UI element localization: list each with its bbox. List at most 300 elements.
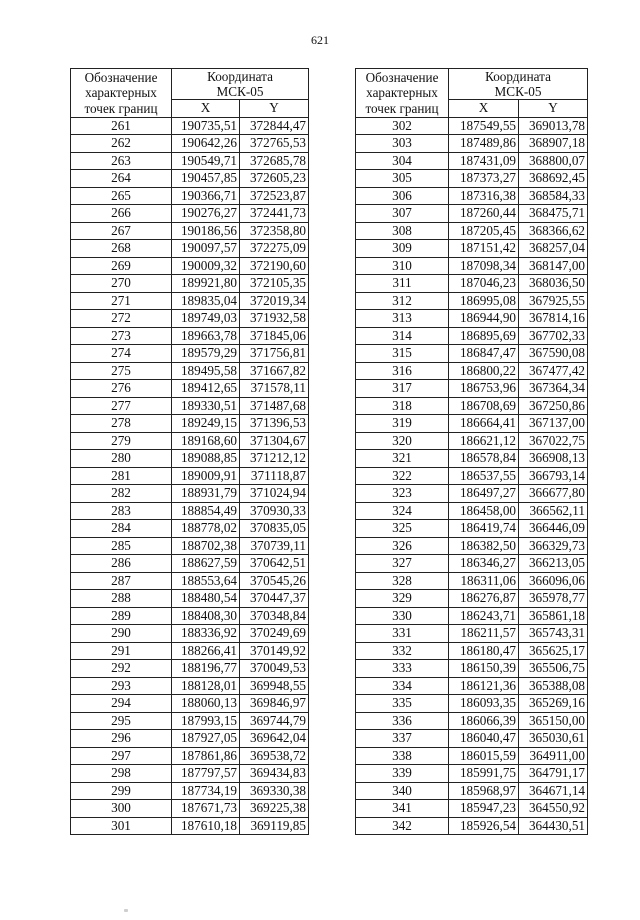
table-row <box>356 292 588 310</box>
header-point-label <box>356 69 449 118</box>
x-coordinate-cell: 189921,80 <box>172 275 240 293</box>
x-coordinate-cell: 187734,19 <box>172 782 240 800</box>
point-number-cell: 285 <box>71 537 172 555</box>
point-number-cell: 261 <box>71 117 172 135</box>
point-number-cell: 286 <box>71 555 172 573</box>
x-coordinate-cell: 190366,71 <box>172 187 240 205</box>
y-coordinate-cell: 365388,08 <box>519 677 588 695</box>
table-row <box>71 187 309 205</box>
point-number-cell: 293 <box>71 677 172 695</box>
point-number-cell: 322 <box>356 467 449 485</box>
point-number-cell: 311 <box>356 275 449 293</box>
point-number-cell: 303 <box>356 135 449 153</box>
coordinates-table-left <box>70 68 309 835</box>
y-coordinate-cell: 368257,04 <box>519 240 588 258</box>
header-y: Y <box>240 100 309 118</box>
point-number-cell: 262 <box>71 135 172 153</box>
table-row <box>71 310 309 328</box>
point-number-cell: 324 <box>356 502 449 520</box>
point-number-cell: 268 <box>71 240 172 258</box>
x-coordinate-cell: 189168,60 <box>172 432 240 450</box>
y-coordinate-cell: 365625,17 <box>519 642 588 660</box>
y-coordinate-cell: 366562,11 <box>519 502 588 520</box>
x-coordinate-cell: 187671,73 <box>172 800 240 818</box>
y-coordinate-cell: 371578,11 <box>240 380 309 398</box>
x-coordinate-cell: 189663,78 <box>172 327 240 345</box>
y-coordinate-cell: 368584,33 <box>519 187 588 205</box>
y-coordinate-cell: 364671,14 <box>519 782 588 800</box>
point-number-cell: 271 <box>71 292 172 310</box>
table-row <box>71 572 309 590</box>
point-number-cell: 284 <box>71 520 172 538</box>
x-coordinate-cell: 186895,69 <box>449 327 519 345</box>
x-coordinate-cell: 190642,26 <box>172 135 240 153</box>
x-coordinate-cell: 187861,86 <box>172 747 240 765</box>
table-row <box>71 555 309 573</box>
table-row <box>356 432 588 450</box>
y-coordinate-cell: 367477,42 <box>519 362 588 380</box>
point-number-cell: 333 <box>356 660 449 678</box>
point-number-cell: 309 <box>356 240 449 258</box>
point-number-cell: 288 <box>71 590 172 608</box>
y-coordinate-cell: 366793,14 <box>519 467 588 485</box>
point-number-cell: 319 <box>356 415 449 433</box>
point-number-cell: 274 <box>71 345 172 363</box>
table-row <box>71 117 309 135</box>
x-coordinate-cell: 186346,27 <box>449 555 519 573</box>
table-row <box>356 642 588 660</box>
point-number-cell: 291 <box>71 642 172 660</box>
y-coordinate-cell: 366446,09 <box>519 520 588 538</box>
table-row <box>71 642 309 660</box>
y-coordinate-cell: 372019,34 <box>240 292 309 310</box>
x-coordinate-cell: 189749,03 <box>172 310 240 328</box>
table-row <box>356 345 588 363</box>
table-row <box>356 362 588 380</box>
y-coordinate-cell: 369846,97 <box>240 695 309 713</box>
x-coordinate-cell: 187098,34 <box>449 257 519 275</box>
point-number-cell: 292 <box>71 660 172 678</box>
y-coordinate-cell: 368692,45 <box>519 170 588 188</box>
x-coordinate-cell: 186497,27 <box>449 485 519 503</box>
table-row <box>356 327 588 345</box>
y-coordinate-cell: 365861,18 <box>519 607 588 625</box>
point-number-cell: 300 <box>71 800 172 818</box>
header-point-line: точек границ <box>365 100 439 116</box>
y-coordinate-cell: 364911,00 <box>519 747 588 765</box>
x-coordinate-cell: 186537,55 <box>449 467 519 485</box>
point-number-cell: 318 <box>356 397 449 415</box>
x-coordinate-cell: 187046,23 <box>449 275 519 293</box>
table-row <box>71 467 309 485</box>
y-coordinate-cell: 372523,87 <box>240 187 309 205</box>
y-coordinate-cell: 367250,86 <box>519 397 588 415</box>
y-coordinate-cell: 371024,94 <box>240 485 309 503</box>
header-y: Y <box>519 100 588 118</box>
point-number-cell: 278 <box>71 415 172 433</box>
table-row <box>356 712 588 730</box>
point-number-cell: 330 <box>356 607 449 625</box>
x-coordinate-cell: 190276,27 <box>172 205 240 223</box>
point-number-cell: 279 <box>71 432 172 450</box>
table-row <box>356 240 588 258</box>
y-coordinate-cell: 369330,38 <box>240 782 309 800</box>
point-number-cell: 302 <box>356 117 449 135</box>
table-row <box>71 817 309 835</box>
x-coordinate-cell: 190097,57 <box>172 240 240 258</box>
point-number-cell: 314 <box>356 327 449 345</box>
y-coordinate-cell: 372765,53 <box>240 135 309 153</box>
point-number-cell: 289 <box>71 607 172 625</box>
x-coordinate-cell: 189330,51 <box>172 397 240 415</box>
y-coordinate-cell: 369225,38 <box>240 800 309 818</box>
y-coordinate-cell: 370447,37 <box>240 590 309 608</box>
y-coordinate-cell: 369119,85 <box>240 817 309 835</box>
point-number-cell: 342 <box>356 817 449 835</box>
table-row <box>71 275 309 293</box>
x-coordinate-cell: 186093,35 <box>449 695 519 713</box>
x-coordinate-cell: 186276,87 <box>449 590 519 608</box>
x-coordinate-cell: 188408,30 <box>172 607 240 625</box>
point-number-cell: 275 <box>71 362 172 380</box>
x-coordinate-cell: 188627,59 <box>172 555 240 573</box>
point-number-cell: 304 <box>356 152 449 170</box>
y-coordinate-cell: 367022,75 <box>519 432 588 450</box>
x-coordinate-cell: 185991,75 <box>449 765 519 783</box>
x-coordinate-cell: 188553,64 <box>172 572 240 590</box>
point-number-cell: 325 <box>356 520 449 538</box>
table-row <box>71 782 309 800</box>
x-coordinate-cell: 187316,38 <box>449 187 519 205</box>
point-number-cell: 317 <box>356 380 449 398</box>
x-coordinate-cell: 186944,90 <box>449 310 519 328</box>
y-coordinate-cell: 372685,78 <box>240 152 309 170</box>
x-coordinate-cell: 188196,77 <box>172 660 240 678</box>
point-number-cell: 313 <box>356 310 449 328</box>
point-number-cell: 321 <box>356 450 449 468</box>
point-number-cell: 341 <box>356 800 449 818</box>
point-number-cell: 312 <box>356 292 449 310</box>
x-coordinate-cell: 187151,42 <box>449 240 519 258</box>
y-coordinate-cell: 364550,92 <box>519 800 588 818</box>
table-row <box>356 275 588 293</box>
header-coord-label <box>449 69 588 100</box>
x-coordinate-cell: 186753,96 <box>449 380 519 398</box>
y-coordinate-cell: 369744,79 <box>240 712 309 730</box>
y-coordinate-cell: 368036,50 <box>519 275 588 293</box>
point-number-cell: 338 <box>356 747 449 765</box>
point-number-cell: 287 <box>71 572 172 590</box>
table-row <box>71 712 309 730</box>
x-coordinate-cell: 187610,18 <box>172 817 240 835</box>
y-coordinate-cell: 371667,82 <box>240 362 309 380</box>
point-number-cell: 306 <box>356 187 449 205</box>
y-coordinate-cell: 368800,07 <box>519 152 588 170</box>
header-point-line: Обозначение <box>365 69 439 85</box>
x-coordinate-cell: 189009,91 <box>172 467 240 485</box>
table-row <box>71 152 309 170</box>
table-row <box>71 345 309 363</box>
x-coordinate-cell: 190009,32 <box>172 257 240 275</box>
table-row <box>71 222 309 240</box>
point-number-cell: 339 <box>356 765 449 783</box>
y-coordinate-cell: 372105,35 <box>240 275 309 293</box>
point-number-cell: 305 <box>356 170 449 188</box>
table-row <box>356 222 588 240</box>
y-coordinate-cell: 366677,80 <box>519 485 588 503</box>
table-row <box>71 677 309 695</box>
point-number-cell: 280 <box>71 450 172 468</box>
table-body-left <box>71 117 309 835</box>
y-coordinate-cell: 369948,55 <box>240 677 309 695</box>
table-row <box>71 327 309 345</box>
y-coordinate-cell: 369013,78 <box>519 117 588 135</box>
x-coordinate-cell: 189835,04 <box>172 292 240 310</box>
table-row <box>71 747 309 765</box>
x-coordinate-cell: 186180,47 <box>449 642 519 660</box>
table-row <box>71 590 309 608</box>
y-coordinate-cell: 370348,84 <box>240 607 309 625</box>
x-coordinate-cell: 188702,38 <box>172 537 240 555</box>
y-coordinate-cell: 368475,71 <box>519 205 588 223</box>
header-point-label <box>71 69 172 118</box>
table-row <box>356 730 588 748</box>
table-row <box>356 187 588 205</box>
y-coordinate-cell: 371304,67 <box>240 432 309 450</box>
table-row <box>356 555 588 573</box>
table-row <box>356 485 588 503</box>
header-coord-line: МСК-05 <box>216 84 264 99</box>
point-number-cell: 308 <box>356 222 449 240</box>
x-coordinate-cell: 186578,84 <box>449 450 519 468</box>
y-coordinate-cell: 364791,17 <box>519 765 588 783</box>
x-coordinate-cell: 186621,12 <box>449 432 519 450</box>
table-row <box>71 765 309 783</box>
table-row <box>71 730 309 748</box>
table-row <box>356 695 588 713</box>
point-number-cell: 294 <box>71 695 172 713</box>
table-row <box>71 397 309 415</box>
y-coordinate-cell: 372844,47 <box>240 117 309 135</box>
x-coordinate-cell: 189088,85 <box>172 450 240 468</box>
y-coordinate-cell: 364430,51 <box>519 817 588 835</box>
table-row <box>356 397 588 415</box>
y-coordinate-cell: 365030,61 <box>519 730 588 748</box>
point-number-cell: 310 <box>356 257 449 275</box>
y-coordinate-cell: 371118,87 <box>240 467 309 485</box>
header-point-line: характерных <box>85 85 157 100</box>
y-coordinate-cell: 370249,69 <box>240 625 309 643</box>
table-row <box>356 625 588 643</box>
table-row <box>356 747 588 765</box>
table-row <box>71 380 309 398</box>
x-coordinate-cell: 186311,06 <box>449 572 519 590</box>
header-coord-line: Координата <box>207 69 273 84</box>
y-coordinate-cell: 365150,00 <box>519 712 588 730</box>
table-row <box>356 415 588 433</box>
y-coordinate-cell: 370739,11 <box>240 537 309 555</box>
table-row <box>71 135 309 153</box>
point-number-cell: 267 <box>71 222 172 240</box>
x-coordinate-cell: 188060,13 <box>172 695 240 713</box>
x-coordinate-cell: 186382,50 <box>449 537 519 555</box>
point-number-cell: 283 <box>71 502 172 520</box>
table-row <box>71 607 309 625</box>
table-row <box>356 520 588 538</box>
point-number-cell: 266 <box>71 205 172 223</box>
x-coordinate-cell: 190735,51 <box>172 117 240 135</box>
header-point-line: характерных <box>366 85 438 100</box>
y-coordinate-cell: 366908,13 <box>519 450 588 468</box>
y-coordinate-cell: 367590,08 <box>519 345 588 363</box>
point-number-cell: 265 <box>71 187 172 205</box>
x-coordinate-cell: 188480,54 <box>172 590 240 608</box>
page-number: 621 <box>311 33 329 47</box>
table-row <box>71 695 309 713</box>
y-coordinate-cell: 372605,23 <box>240 170 309 188</box>
table-row <box>71 800 309 818</box>
point-number-cell: 263 <box>71 152 172 170</box>
point-number-cell: 316 <box>356 362 449 380</box>
x-coordinate-cell: 188778,02 <box>172 520 240 538</box>
table-row <box>71 502 309 520</box>
x-coordinate-cell: 187549,55 <box>449 117 519 135</box>
point-number-cell: 281 <box>71 467 172 485</box>
point-number-cell: 301 <box>71 817 172 835</box>
y-coordinate-cell: 371756,81 <box>240 345 309 363</box>
x-coordinate-cell: 187205,45 <box>449 222 519 240</box>
x-coordinate-cell: 186800,22 <box>449 362 519 380</box>
point-number-cell: 277 <box>71 397 172 415</box>
point-number-cell: 298 <box>71 765 172 783</box>
point-number-cell: 340 <box>356 782 449 800</box>
y-coordinate-cell: 367364,34 <box>519 380 588 398</box>
table-row <box>356 450 588 468</box>
header-point-line: точек границ <box>84 100 158 116</box>
y-coordinate-cell: 366329,73 <box>519 537 588 555</box>
y-coordinate-cell: 365743,31 <box>519 625 588 643</box>
x-coordinate-cell: 187260,44 <box>449 205 519 223</box>
y-coordinate-cell: 372190,60 <box>240 257 309 275</box>
x-coordinate-cell: 186243,71 <box>449 607 519 625</box>
y-coordinate-cell: 371932,58 <box>240 310 309 328</box>
x-coordinate-cell: 188336,92 <box>172 625 240 643</box>
y-coordinate-cell: 370642,51 <box>240 555 309 573</box>
point-number-cell: 328 <box>356 572 449 590</box>
table-row <box>356 572 588 590</box>
x-coordinate-cell: 186015,59 <box>449 747 519 765</box>
x-coordinate-cell: 186419,74 <box>449 520 519 538</box>
y-coordinate-cell: 366096,06 <box>519 572 588 590</box>
table-row <box>71 660 309 678</box>
y-coordinate-cell: 370930,33 <box>240 502 309 520</box>
header-coord-label <box>172 69 309 100</box>
coordinates-table-right <box>355 68 588 835</box>
x-coordinate-cell: 189249,15 <box>172 415 240 433</box>
x-coordinate-cell: 190549,71 <box>172 152 240 170</box>
table-row <box>356 205 588 223</box>
table-row <box>71 450 309 468</box>
table-row <box>356 502 588 520</box>
point-number-cell: 320 <box>356 432 449 450</box>
point-number-cell: 336 <box>356 712 449 730</box>
table-row <box>356 800 588 818</box>
y-coordinate-cell: 371396,53 <box>240 415 309 433</box>
table-row <box>356 765 588 783</box>
x-coordinate-cell: 187927,05 <box>172 730 240 748</box>
y-coordinate-cell: 368147,00 <box>519 257 588 275</box>
x-coordinate-cell: 186995,08 <box>449 292 519 310</box>
x-coordinate-cell: 187489,86 <box>449 135 519 153</box>
x-coordinate-cell: 186708,69 <box>449 397 519 415</box>
y-coordinate-cell: 367814,16 <box>519 310 588 328</box>
table-row <box>71 170 309 188</box>
x-coordinate-cell: 190186,56 <box>172 222 240 240</box>
table-row <box>356 782 588 800</box>
point-number-cell: 331 <box>356 625 449 643</box>
y-coordinate-cell: 369538,72 <box>240 747 309 765</box>
x-coordinate-cell: 186847,47 <box>449 345 519 363</box>
x-coordinate-cell: 186040,47 <box>449 730 519 748</box>
table-row <box>356 677 588 695</box>
y-coordinate-cell: 370149,92 <box>240 642 309 660</box>
table-row <box>356 257 588 275</box>
y-coordinate-cell: 366213,05 <box>519 555 588 573</box>
x-coordinate-cell: 185926,54 <box>449 817 519 835</box>
point-number-cell: 327 <box>356 555 449 573</box>
y-coordinate-cell: 372441,73 <box>240 205 309 223</box>
x-coordinate-cell: 185968,97 <box>449 782 519 800</box>
y-coordinate-cell: 368366,62 <box>519 222 588 240</box>
table-row <box>71 415 309 433</box>
point-number-cell: 270 <box>71 275 172 293</box>
header-point-line: Обозначение <box>84 69 158 85</box>
point-number-cell: 297 <box>71 747 172 765</box>
table-row <box>356 380 588 398</box>
point-number-cell: 307 <box>356 205 449 223</box>
table-row <box>71 485 309 503</box>
table-row <box>356 310 588 328</box>
point-number-cell: 323 <box>356 485 449 503</box>
y-coordinate-cell: 370049,53 <box>240 660 309 678</box>
x-coordinate-cell: 186664,41 <box>449 415 519 433</box>
y-coordinate-cell: 367137,00 <box>519 415 588 433</box>
x-coordinate-cell: 185947,23 <box>449 800 519 818</box>
table-body-right <box>356 117 588 835</box>
table-row <box>356 537 588 555</box>
table-row <box>71 520 309 538</box>
point-number-cell: 296 <box>71 730 172 748</box>
x-coordinate-cell: 190457,85 <box>172 170 240 188</box>
point-number-cell: 295 <box>71 712 172 730</box>
y-coordinate-cell: 367702,33 <box>519 327 588 345</box>
table-row <box>71 625 309 643</box>
table-row <box>71 257 309 275</box>
y-coordinate-cell: 371487,68 <box>240 397 309 415</box>
y-coordinate-cell: 369642,04 <box>240 730 309 748</box>
y-coordinate-cell: 365506,75 <box>519 660 588 678</box>
point-number-cell: 334 <box>356 677 449 695</box>
y-coordinate-cell: 368907,18 <box>519 135 588 153</box>
point-number-cell: 337 <box>356 730 449 748</box>
y-coordinate-cell: 365269,16 <box>519 695 588 713</box>
point-number-cell: 335 <box>356 695 449 713</box>
point-number-cell: 290 <box>71 625 172 643</box>
table-row <box>356 117 588 135</box>
x-coordinate-cell: 186121,36 <box>449 677 519 695</box>
x-coordinate-cell: 189495,58 <box>172 362 240 380</box>
x-coordinate-cell: 187797,57 <box>172 765 240 783</box>
